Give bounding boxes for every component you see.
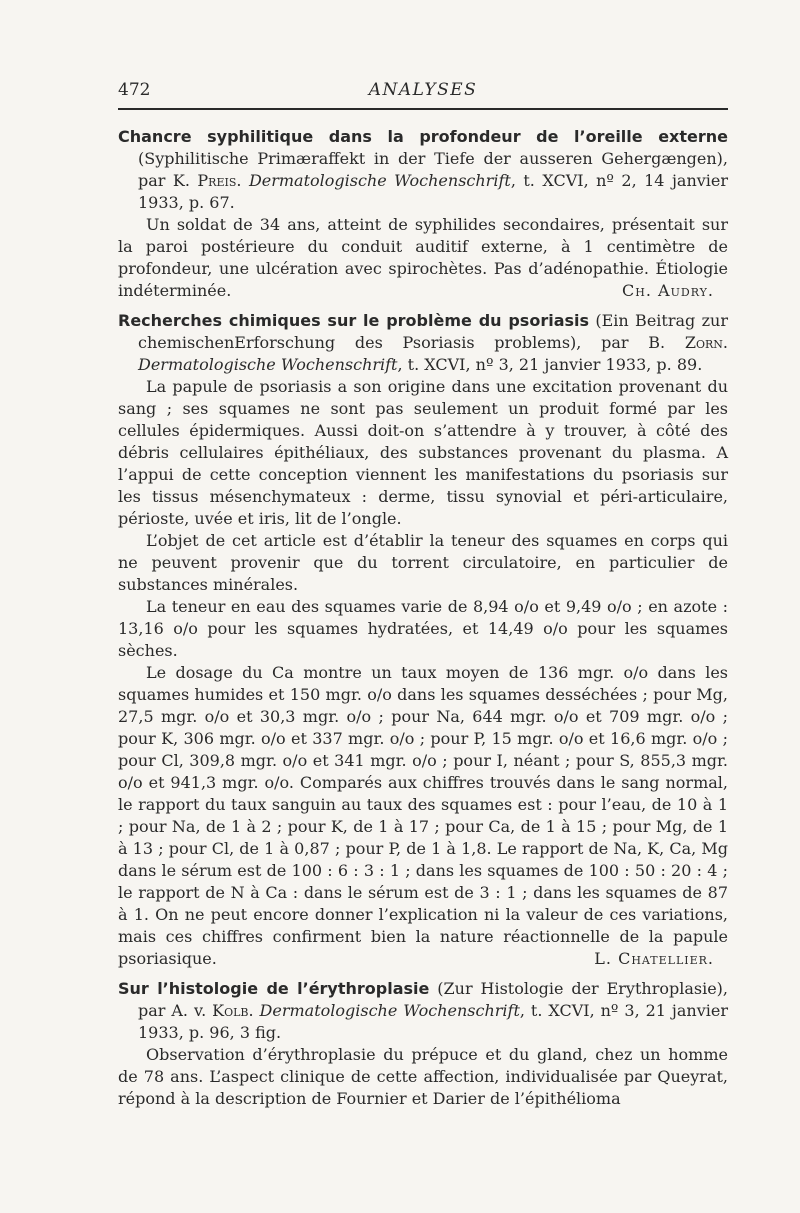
article-psoriasis-chemistry xyxy=(118,310,728,970)
article-author: Zorn xyxy=(684,333,723,352)
article-paragraph: La papule de psoriasis a son origine dans une excitation provenant du sang ; ses squames ne sont pas seulement un produit formé par les cellules épidermiques. Aussi doit-on s’attendre à y trouver, à côté des débris cellulaires épithéliaux, des substances provenant du plasma. A l’appui de cette conception viennent les manifestations du psoriasis sur les tissus mésenchymateux : derme, tissu synovial et péri-articulaire, périoste, uvée et iris, lit de l’ongle. xyxy=(118,377,728,528)
article-author: Preis xyxy=(197,171,237,190)
article-reference-sep: . xyxy=(236,171,249,190)
article-reference-sep: . xyxy=(722,333,728,352)
article-signature: Ch. Audry. xyxy=(622,281,714,300)
running-title: ANALYSES xyxy=(368,80,478,100)
article-journal: Dermatologische Wochenschrift xyxy=(248,171,511,190)
article-title: Recherches chimiques sur le problème du psoriasis xyxy=(118,311,590,330)
article-heading xyxy=(118,126,728,214)
article-title: Chancre syphilitique dans la profondeur de l’oreille externe xyxy=(118,127,728,146)
article-journal: Dermatologische Wochenschrift xyxy=(138,355,398,374)
article-citation: , t. XCVI, nº 2, 14 janvier 1933, p. 67. xyxy=(138,171,729,212)
page-number: 472 xyxy=(118,80,151,100)
article-paragraph: Un soldat de 34 ans, atteint de syphilides secondaires, présentait sur la paroi postérieure du conduit auditif externe, à 1 centimètre de profondeur, une ulcération avec spirochètes. Pas d’adénopathie. Étiologie indéterminée. xyxy=(118,215,728,300)
article-reference: (Ein Beitrag zur chemischenErforschung des Psoriasis problems), par B. xyxy=(138,311,728,352)
article-heading xyxy=(118,310,728,376)
article-paragraph: Observation d’érythroplasie du prépuce et du gland, chez un homme de 78 ans. L’aspect clinique de cette affection, individualisée par Queyrat, répond à la description de Fournier et Darier de l’épithélioma xyxy=(118,1045,728,1108)
article-title: Sur l’histologie de l’érythroplasie xyxy=(118,979,430,998)
page xyxy=(118,78,728,1110)
article-syphilitic-chancre xyxy=(118,126,728,302)
article-paragraph-with-signature xyxy=(118,214,728,302)
article-reference-sep: . xyxy=(248,1001,260,1020)
article-paragraph: Le dosage du Ca montre un taux moyen de 136 mgr. o/o dans les squames humides et 150 mgr. o/o dans les squames desséchées ; pour Mg, 27,5 mgr. o/o et 30,3 mgr. o/o ; pour Na, 644 mgr. o/o et 709 mgr. o/o ; pour K, 306 mgr. o/o et 337 mgr. o/o ; pour P, 15 mgr. o/o et 16,6 mgr. o/o ; pour Cl, 309,8 mgr. o/o et 341 mgr. o/o ; pour I, néant ; pour S, 855,3 mgr. o/o et 941,3 mgr. o/o. Comparés aux chiffres trouvés dans le sang normal, le rapport du taux sanguin au taux des squames est : pour l’eau, de 10 à 1 ; pour Na, de 1 à 2 ; pour K, de 1 à 17 ; pour Ca, de 1 à 15 ; pour Mg, de 1 à 13 ; pour Cl, de 1 à 0,87 ; pour P, de 1 à 1,8. Le rapport de Na, K, Ca, Mg dans le sérum est de 100 : 6 : 3 : 1 ; dans les squames de 100 : 50 : 20 : 4 ; le rapport de N à Ca : dans le sérum est de 3 : 1 ; dans les squames de 87 à 1. On ne peut encore donner l’explication ni la valeur de ces variations, mais ces chiffres confirment bien la nature réactionnelle de la papule psoriasique. xyxy=(118,663,728,968)
article-citation: , t. XCVI, nº 3, 21 janvier 1933, p. 89. xyxy=(397,355,703,374)
article-signature: L. Chatellier. xyxy=(594,949,714,968)
article-author: Kolb xyxy=(212,1001,249,1020)
article-citation: , t. XCVI, nº 3, 21 janvier 1933, p. 96, 3 fig. xyxy=(138,1001,728,1042)
article-paragraph-with-signature xyxy=(118,662,728,970)
article-reference: (Syphilitische Primæraffekt in der Tiefe der ausseren Gehergængen), par K. xyxy=(138,149,728,190)
article-heading xyxy=(118,978,728,1044)
article-paragraph: L’objet de cet article est d’établir la teneur des squames en corps qui ne peuvent provenir que du torrent circulatoire, en particulier de substances minérales. xyxy=(118,531,728,594)
article-journal: Dermatologische Wochenschrift xyxy=(259,1001,520,1020)
article-reference: (Zur Histologie der Erythroplasie), par A. v. xyxy=(138,979,728,1020)
article-erythroplasia-histology xyxy=(118,978,728,1110)
article-paragraph: La teneur en eau des squames varie de 8,94 o/o et 9,49 o/o ; en azote : 13,16 o/o pour les squames hydratées, et 14,49 o/o pour les squames sèches. xyxy=(118,597,728,660)
page-header xyxy=(118,78,728,110)
